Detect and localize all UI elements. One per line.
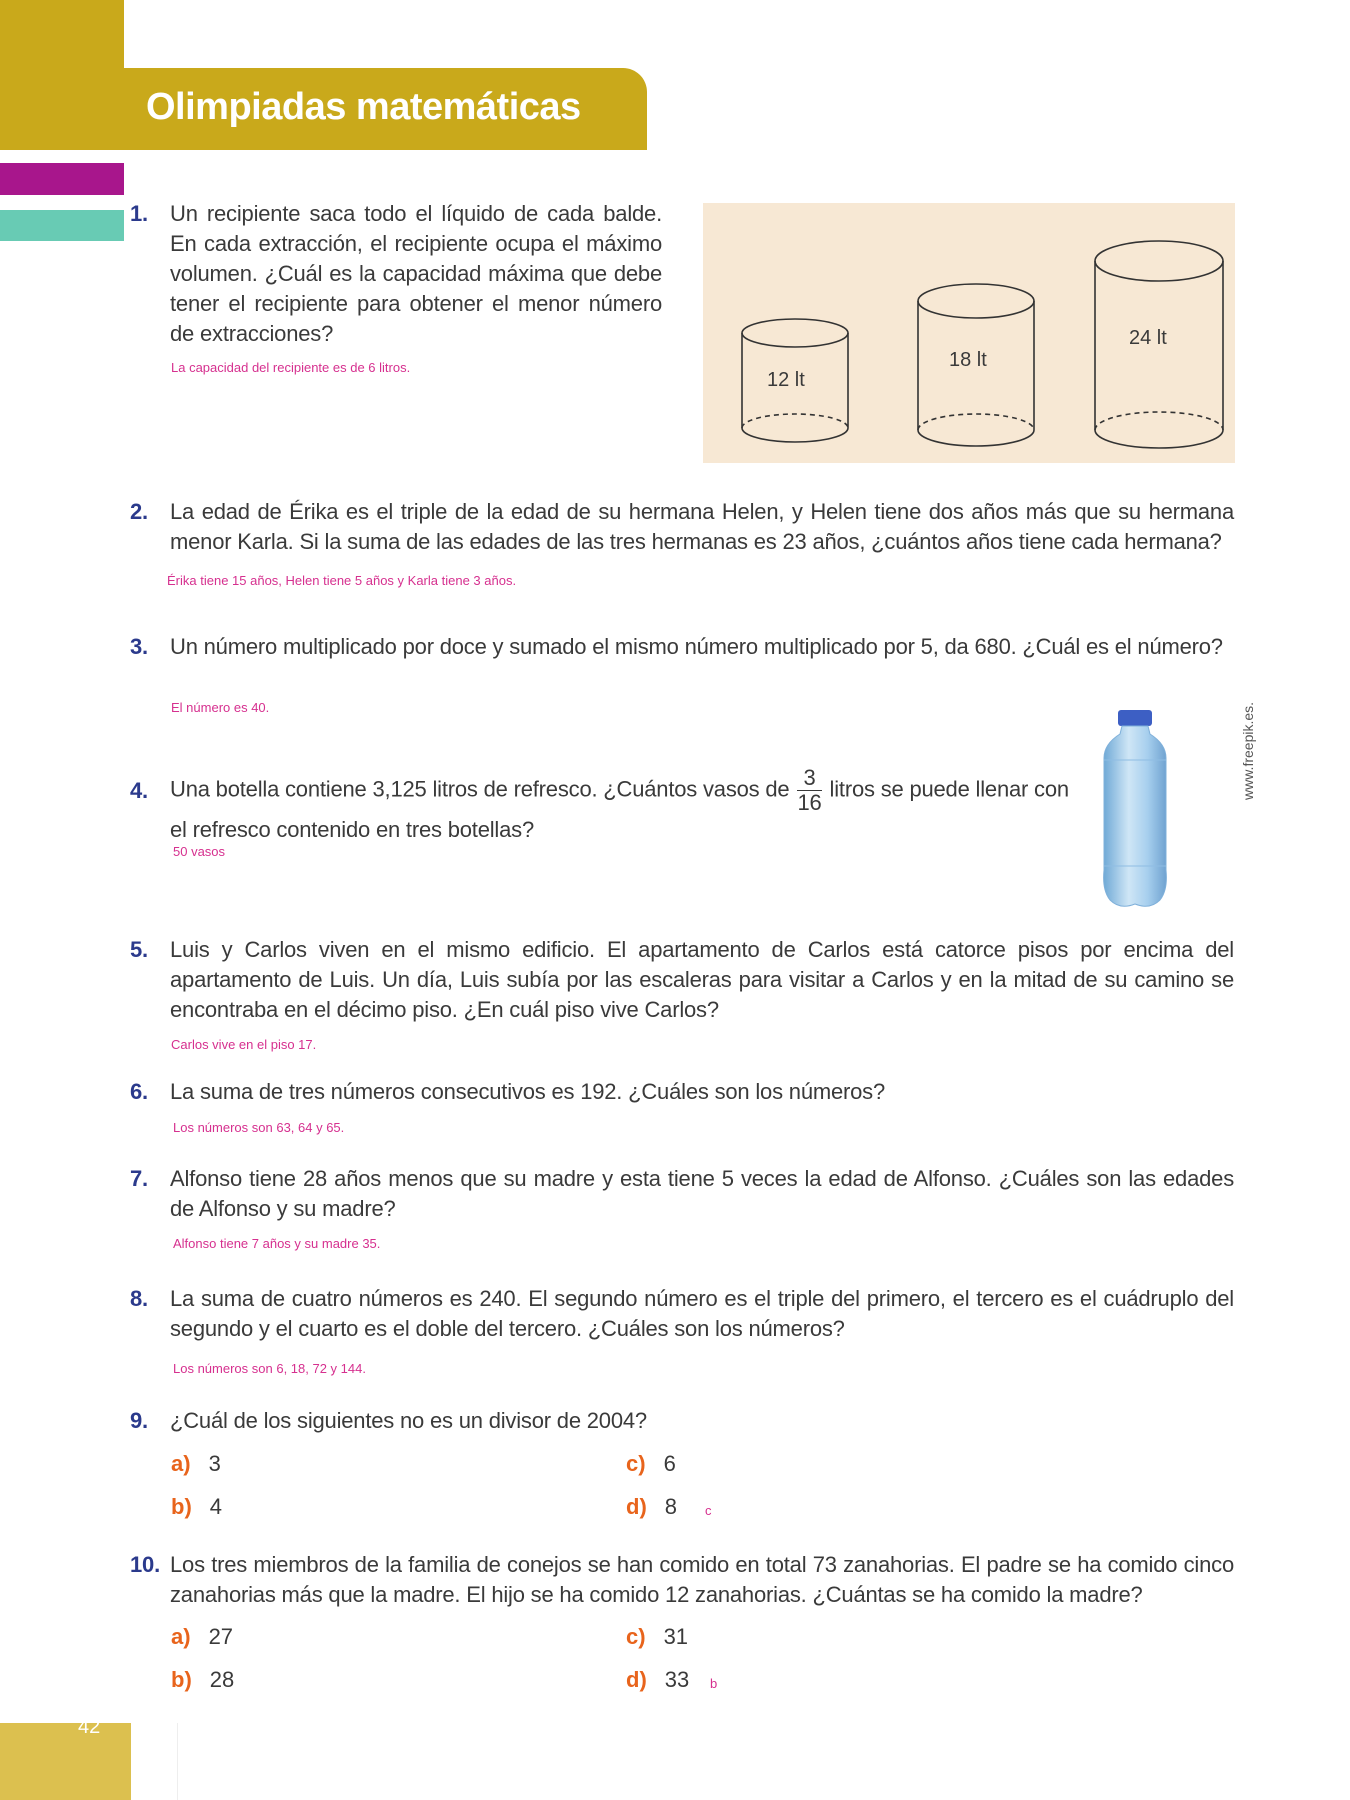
bucket-label: 12 lt [767, 369, 805, 391]
option-c[interactable] [626, 1624, 688, 1650]
header-gold-block [0, 0, 124, 150]
question-number: 7. [130, 1166, 148, 1191]
page-number: 42 [78, 1716, 101, 1738]
option-letter: d) [626, 1494, 647, 1519]
option-letter: c) [626, 1451, 646, 1476]
question-text: Los tres miembros de la familia de conejos se han comido en total 73 zanahorias. El padre se ha comido cinco zanahorias más que la madre. El hijo se ha comido 12 zanahorias. ¿Cuántas se ha comido la madre? [170, 1552, 1234, 1607]
question-number: 4. [130, 778, 148, 803]
question-5 [130, 935, 1234, 1025]
buckets-figure [703, 203, 1235, 463]
question-text: Un número multiplicado por doce y sumado el mismo número multiplicado por 5, da 680. ¿Cuál es el número? [170, 634, 1223, 659]
question-8 [130, 1284, 1234, 1344]
option-value: 8 [664, 1494, 678, 1519]
question-number: 2. [130, 499, 148, 524]
question-text: litros se puede llenar con el refresco contenido en tres botellas? [170, 776, 1069, 842]
option-value: 33 [664, 1667, 690, 1692]
fraction-denominator: 16 [797, 790, 822, 815]
question-number: 8. [130, 1286, 148, 1311]
question-text: La suma de tres números consecutivos es 192. ¿Cuáles son los números? [170, 1079, 886, 1104]
question-10 [130, 1550, 1234, 1610]
question-text: Un recipiente saca todo el líquido de cada balde. En cada extracción, el recipiente ocupa el máximo volumen. ¿Cuál es la capacidad máxima que debe tener el recipiente para obtener el menor número de extracciones? [170, 201, 662, 346]
option-value: 28 [209, 1667, 235, 1692]
option-value: 4 [209, 1494, 223, 1519]
magenta-stripe [0, 163, 124, 195]
option-d[interactable] [626, 1494, 677, 1520]
option-c[interactable] [626, 1451, 676, 1477]
option-letter: b) [171, 1667, 192, 1692]
option-letter: a) [171, 1451, 191, 1476]
option-d[interactable] [626, 1667, 689, 1693]
option-letter: a) [171, 1624, 191, 1649]
option-value: 6 [663, 1451, 676, 1476]
question-number: 3. [130, 634, 148, 659]
option-a[interactable] [171, 1624, 233, 1650]
image-credit: www.freepik.es. [1240, 701, 1256, 800]
answer-10: b [710, 1676, 718, 1691]
option-b[interactable] [171, 1667, 234, 1693]
option-letter: d) [626, 1667, 647, 1692]
option-value: 31 [663, 1624, 689, 1649]
option-value: 27 [208, 1624, 234, 1649]
answer-8: Los números son 6, 18, 72 y 144. [173, 1361, 366, 1376]
answer-6: Los números son 63, 64 y 65. [173, 1120, 345, 1135]
fraction [797, 766, 821, 815]
question-7 [130, 1164, 1234, 1224]
question-2 [130, 497, 1234, 557]
question-4 [130, 766, 1090, 845]
teal-stripe [0, 210, 124, 241]
answer-3: El número es 40. [171, 700, 270, 715]
page-number-box [0, 1723, 131, 1800]
option-letter: c) [626, 1624, 646, 1649]
question-9 [130, 1406, 1234, 1436]
question-6 [130, 1077, 1234, 1107]
question-text: Alfonso tiene 28 años menos que su madre y esta tiene 5 veces la edad de Alfonso. ¿Cuáles son las edades de Alfonso y su madre? [170, 1166, 1234, 1221]
answer-7: Alfonso tiene 7 años y su madre 35. [173, 1236, 381, 1251]
question-text: La edad de Érika es el triple de la edad de su hermana Helen, y Helen tiene dos años más que su hermana menor Karla. Si la suma de las edades de las tres hermanas es 23 años, ¿cuántos años tiene cada hermana? [170, 499, 1234, 554]
question-text: La suma de cuatro números es 240. El segundo número es el triple del primero, el tercero es el cuádruplo del segundo y el cuarto es el doble del tercero. ¿Cuáles son los números? [170, 1286, 1234, 1341]
option-b[interactable] [171, 1494, 222, 1520]
option-letter: b) [171, 1494, 192, 1519]
answer-9: c [705, 1503, 712, 1518]
option-a[interactable] [171, 1451, 221, 1477]
question-3 [130, 632, 1234, 662]
question-number: 10. [130, 1552, 160, 1577]
fraction-numerator: 3 [797, 766, 821, 791]
question-number: 1. [130, 201, 148, 226]
question-number: 5. [130, 937, 148, 962]
answer-1: La capacidad del recipiente es de 6 litros. [171, 360, 411, 375]
page-title: Olimpiadas matemáticas [146, 86, 581, 128]
bucket-label: 18 lt [949, 349, 987, 371]
divider [177, 1723, 178, 1800]
water-bottle-image [1098, 700, 1188, 910]
question-number: 6. [130, 1079, 148, 1104]
question-number: 9. [130, 1408, 148, 1433]
option-value: 3 [208, 1451, 221, 1476]
question-text: ¿Cuál de los siguientes no es un divisor de 2004? [170, 1408, 647, 1433]
bucket-label: 24 lt [1129, 327, 1167, 349]
answer-2: Érika tiene 15 años, Helen tiene 5 años y Karla tiene 3 años. [167, 573, 517, 588]
answer-5: Carlos vive en el piso 17. [171, 1037, 317, 1052]
answer-4: 50 vasos [173, 844, 226, 859]
question-1 [130, 199, 662, 349]
question-text: Luis y Carlos viven en el mismo edificio. El apartamento de Carlos está catorce pisos por encima del apartamento de Luis. Un día, Luis subía por las escaleras para visitar a Carlos y en la mitad de su camino se encontraba en el décimo piso. ¿En cuál piso vive Carlos? [170, 937, 1234, 1022]
question-text: Una botella contiene 3,125 litros de refresco. ¿Cuántos vasos de [170, 776, 790, 802]
